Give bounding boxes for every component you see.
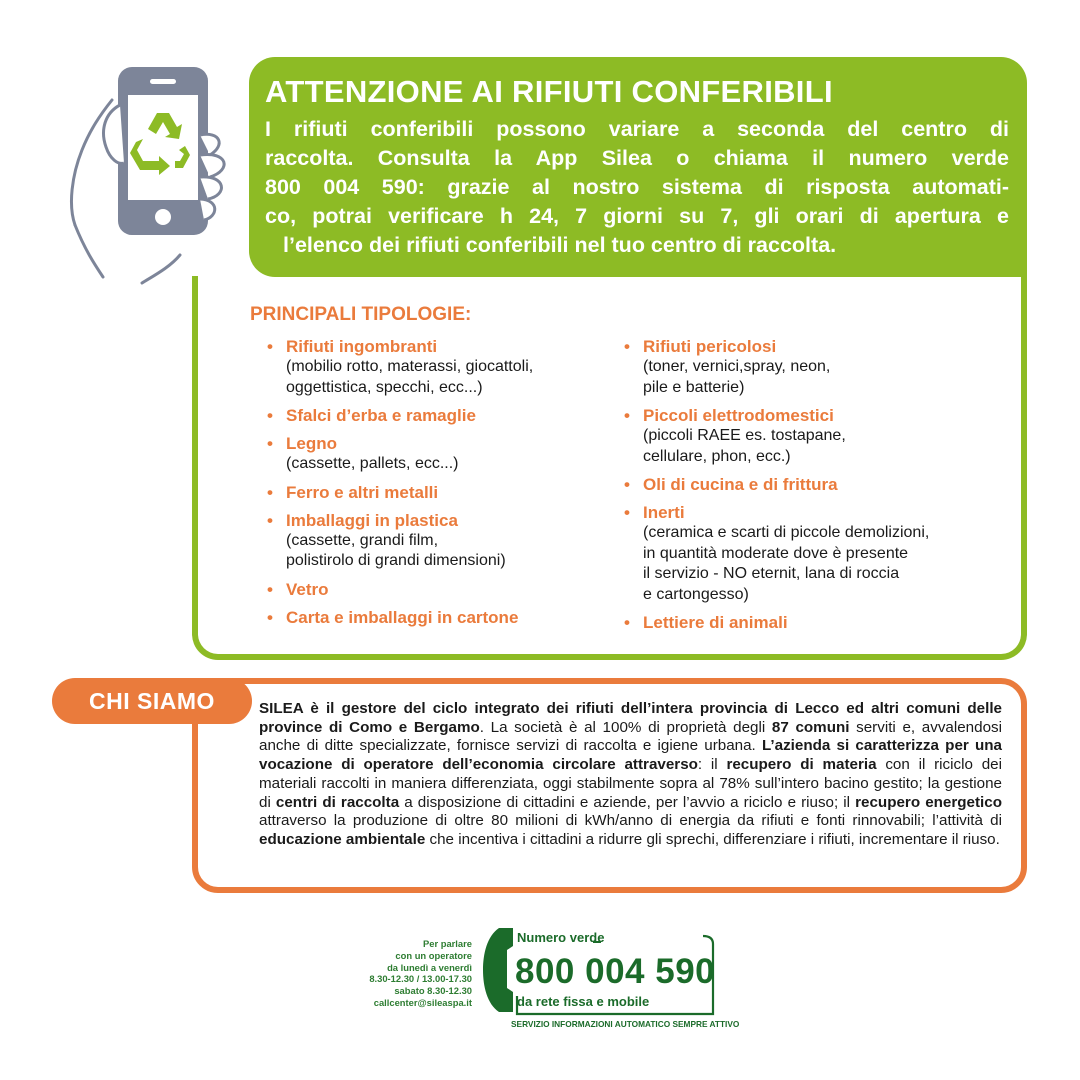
type-item [624, 474, 1024, 495]
type-name: • Ferro e altri metalli [286, 482, 439, 502]
type-item [267, 336, 607, 398]
type-name: • Piccoli elettrodomestici [643, 406, 834, 425]
about-text-bold: recupero di materia [726, 756, 877, 774]
type-name: • Oli di cucina e di frittura [643, 475, 838, 494]
about-text-bold: educazione ambientale [259, 830, 426, 848]
operator-info-line: da lunedì a venerdì [387, 961, 472, 973]
about-text-segment: . La società è al 100% di proprietà degli [479, 718, 772, 736]
types-list-left [267, 336, 607, 635]
phone-number[interactable]: 800 004 590 [515, 952, 716, 991]
about-text-segment: a disposizione di cittadini e aziende, per l’avvio a riciclo e riuso; il [399, 793, 856, 811]
type-item [267, 607, 607, 628]
operator-info-line: 8.30-12.30 / 13.00-17.30 [369, 973, 472, 985]
attention-text-line: I rifiuti conferibili possono variare a seconda del centro di [265, 117, 1009, 141]
about-text-segment: serviti e, avvalendosi anche di ditte specializzate, fornisce servizi di raccolta e igiene urbana. [259, 718, 1002, 755]
type-description: (cassette, pallets, ecc...) [286, 455, 459, 472]
about-text-bold: L’azienda si caratterizza per una vocazione di operatore dell’economia circolare attraverso [259, 737, 1003, 774]
type-description: (cassette, grandi film, polistirolo di grandi dimensioni) [286, 531, 506, 569]
type-name: • Legno [286, 434, 337, 453]
type-description: (piccoli RAEE es. tostapane, cellulare, phon, ecc.) [643, 427, 846, 465]
type-item [267, 579, 607, 600]
type-name: • Rifiuti ingombranti [286, 337, 438, 356]
smartphone-in-hand-icon [60, 55, 240, 285]
type-name: • Sfalci d’erba e ramaglie [286, 406, 476, 425]
types-heading: PRINCIPALI TIPOLOGIE: [250, 304, 472, 325]
numero-verde-note: SERVIZIO INFORMAZIONI AUTOMATICO SEMPRE ATTIVO [511, 1019, 740, 1029]
type-description: (toner, vernici,spray, neon, pile e batterie) [643, 358, 831, 396]
attention-text-line: raccolta. Consulta la App Silea o chiama il numero verde [265, 146, 1009, 170]
about-text-bold: 87 comuni [771, 718, 850, 736]
about-text-segment: con il riciclo dei materiali raccolti in maniera differenziata, oggi stabilmente sopra al 78% sull’intero bacino gestito; la gestione di [259, 756, 1002, 811]
type-name: • Carta e imballaggi in cartone [286, 607, 519, 627]
attention-text-line: l’elenco dei rifiuti conferibili nel tuo centro di raccolta. [283, 233, 837, 257]
numero-verde-title: Numero verde [517, 930, 605, 945]
type-item [624, 612, 1024, 633]
attention-text-line: 800 004 590: grazie al nostro sistema di risposta automati- [265, 175, 1009, 199]
operator-email[interactable]: callcenter@sileaspa.it [373, 996, 472, 1008]
type-description: (ceramica e scarti di piccole demolizioni, in quantità moderate dove è presente il servizio - NO eternit, lana di roccia e cartongesso) [643, 524, 930, 603]
type-item [624, 405, 1024, 467]
about-text-bold: centri di raccolta [275, 793, 400, 811]
numero-verde-subtitle: da rete fissa e mobile [517, 994, 650, 1009]
about-text-bold: SILEA è il gestore del ciclo integrato dei rifiuti dell’intera provincia di Lecco ed altri comuni delle province di Como e Bergamo [259, 700, 1002, 736]
about-text [259, 700, 1002, 850]
type-item [267, 482, 607, 503]
attention-text-line: co, potrai verificare h 24, 7 giorni su 7, gli orari di apertura e [265, 204, 1009, 228]
about-text-segment: : il [697, 756, 727, 774]
type-name: • Inerti [643, 503, 685, 522]
telephone-handset-icon [483, 928, 513, 1012]
type-name: • Rifiuti pericolosi [643, 337, 777, 356]
type-item [267, 405, 607, 426]
type-item [267, 510, 607, 572]
operator-info [340, 938, 472, 1009]
attention-box [249, 57, 1027, 277]
type-item [267, 433, 607, 475]
type-name: • Vetro [286, 579, 329, 599]
operator-info-line: sabato 8.30-12.30 [394, 985, 472, 997]
type-item [624, 502, 1024, 605]
operator-info-line: Per parlare [423, 938, 472, 949]
about-tab: CHI SIAMO [52, 678, 252, 724]
type-description: (mobilio rotto, materassi, giocattoli, oggettistica, specchi, ecc...) [286, 358, 534, 396]
about-text-segment: attraverso la produzione di oltre 80 milioni di kWh/anno di energia da rifiuti e fonti rinnovabili; l’attività di [259, 812, 1002, 830]
type-name: • Imballaggi in plastica [286, 510, 458, 530]
type-item [624, 336, 1024, 398]
about-text-bold: recupero energetico [855, 793, 1002, 811]
operator-info-line: con un operatore [395, 949, 472, 961]
attention-title: ATTENZIONE AI RIFIUTI CONFERIBILI [265, 74, 833, 109]
types-list-right [624, 336, 1024, 640]
about-text-segment: che incentiva i cittadini a ridurre gli sprechi, differenziare i rifiuti, incrementare il riuso. [425, 830, 1000, 848]
type-name: • Lettiere di animali [643, 613, 788, 632]
